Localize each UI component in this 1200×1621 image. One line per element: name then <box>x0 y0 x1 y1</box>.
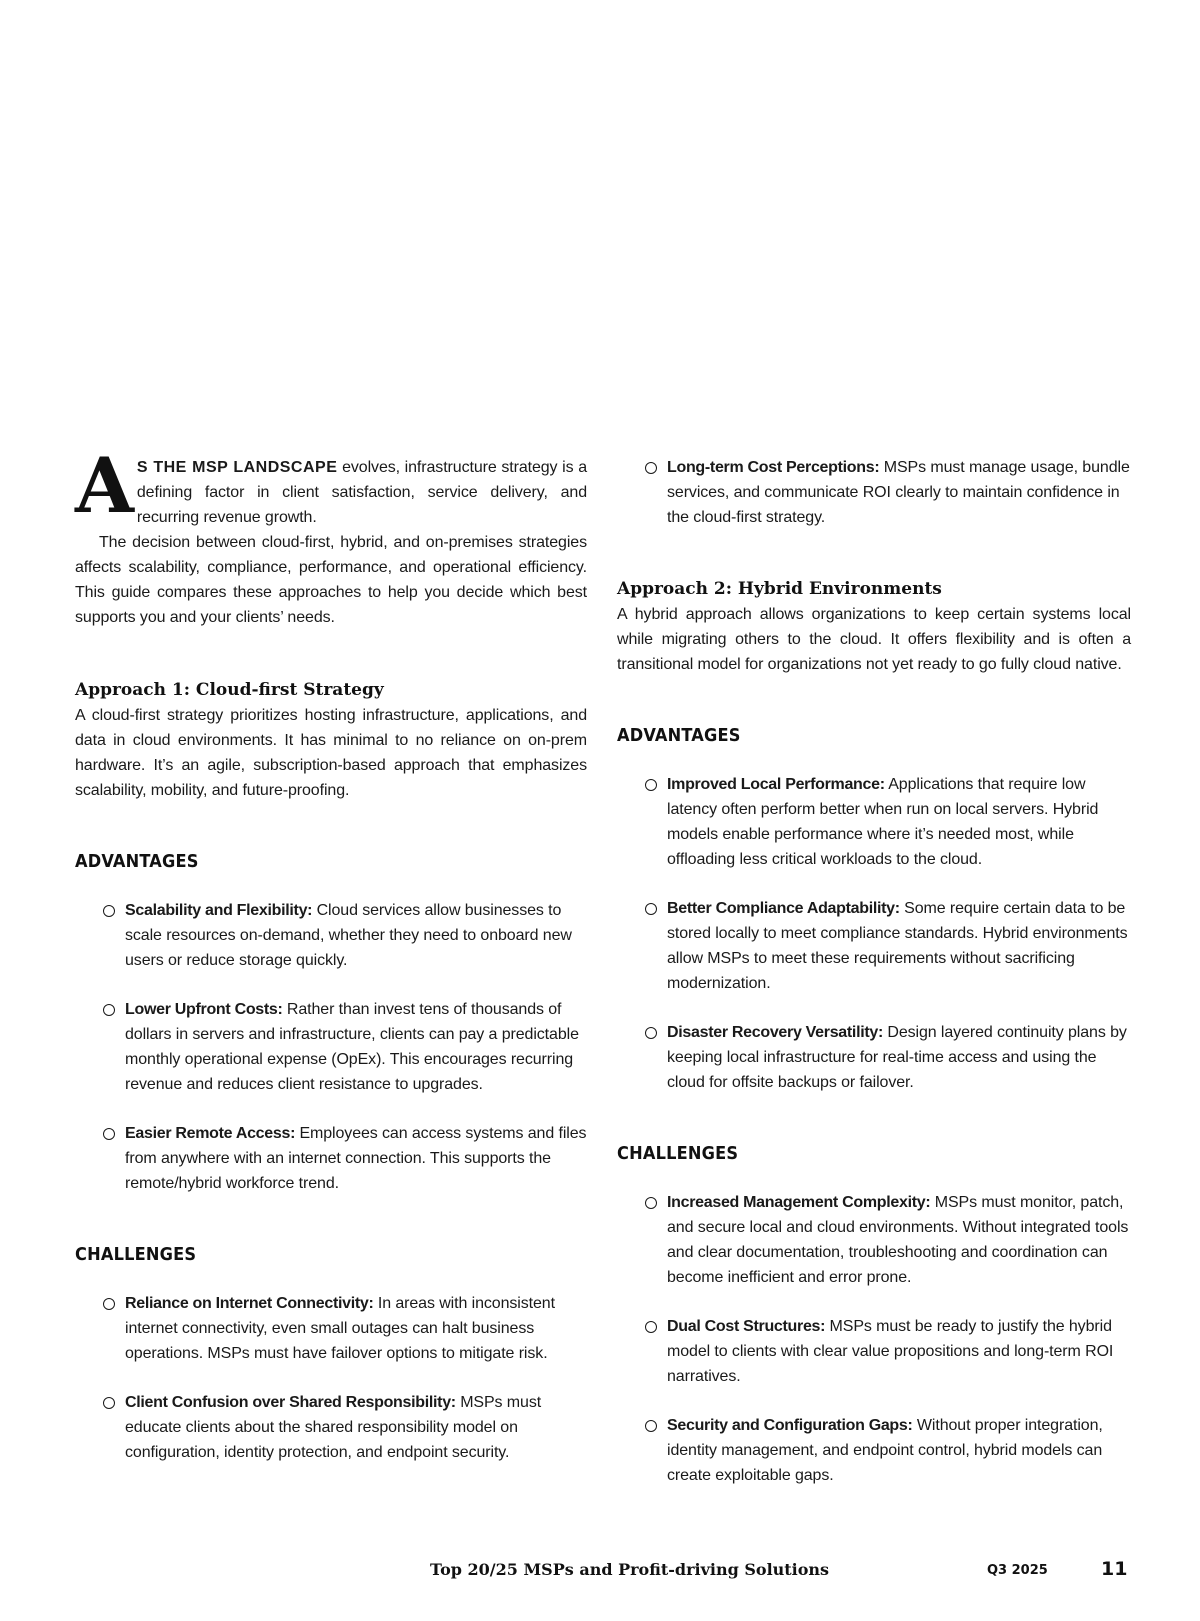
intro-lead-text: evolves, infrastructure strategy is a defining factor in client satisfaction, service delivery, and recurring revenue growth. <box>136 459 588 526</box>
lead-caps: S THE MSP LANDSCAPE <box>136 459 338 476</box>
list-item <box>75 1121 587 1196</box>
item-text: Employees can access systems and files from anywhere with an internet connection. This supports the remote/hybrid workforce trend. <box>125 1125 587 1192</box>
item-text: Rather than invest tens of thousands of dollars in servers and infrastructure, clients can pay a predictable monthly operational expense (OpEx). This encourages recurring revenue and reduces client resistance to upgrades. <box>125 1001 579 1093</box>
bullet-icon <box>103 905 115 917</box>
item-term: Dual Cost Structures: <box>667 1318 826 1335</box>
list-item <box>75 1390 587 1465</box>
bullet-icon <box>645 779 657 791</box>
item-term: Easier Remote Access: <box>125 1125 296 1142</box>
approach1-body: A cloud-first strategy prioritizes hosting infrastructure, applications, and data in cloud environments. It has minimal to no reliance on on-prem hardware. It’s an agile, subscription-based approach that emphasizes scalability, mobility, and future-proofing. <box>75 707 587 799</box>
bullet-icon <box>103 1128 115 1140</box>
item-term: Increased Management Complexity: <box>667 1194 931 1211</box>
bullet-icon <box>645 903 657 915</box>
approach1-challenges-continued <box>617 455 1131 530</box>
page-footer <box>0 1560 1200 1590</box>
list-item <box>75 1291 587 1366</box>
approach1-challenges-list <box>75 1291 587 1465</box>
item-text: In areas with inconsistent internet connectivity, even small outages can halt business operations. MSPs must have failover options to mitigate risk. <box>125 1295 555 1362</box>
drop-cap: A <box>75 441 134 530</box>
list-item <box>617 1020 1131 1095</box>
item-text: Applications that require low latency often perform better when run on local servers. Hybrid models enable performance where it’s needed most, while offloading less critical workloads to the cloud. <box>667 776 1099 868</box>
item-text: MSPs must be ready to justify the hybrid model to clients with clear value propositions and long-term ROI narratives. <box>667 1318 1114 1385</box>
item-term: Security and Configuration Gaps: <box>667 1417 913 1434</box>
bullet-icon <box>645 1197 657 1209</box>
approach1-challenges-heading: CHALLENGES <box>75 1244 197 1265</box>
approach2-heading: Approach 2: Hybrid Environments <box>617 579 942 599</box>
approach2-challenges-list <box>617 1190 1131 1488</box>
item-text: Cloud services allow businesses to scale resources on-demand, whether they need to onboard new users or reduce storage quickly. <box>125 902 572 969</box>
approach2-body: A hybrid approach allows organizations to keep certain systems local while migrating others to the cloud. It offers flexibility and is often a transitional model for organizations not yet ready to go fully cloud native. <box>617 606 1131 673</box>
bullet-icon <box>645 1420 657 1432</box>
list-item <box>617 455 1131 530</box>
intro-paragraph <box>75 441 588 530</box>
item-text: MSPs must monitor, patch, and secure local and cloud environments. Without integrated tools and clear documentation, troubleshooting and coordination can become inefficient and error prone. <box>667 1194 1129 1286</box>
list-item <box>617 1314 1131 1389</box>
publication-title: Top 20/25 MSPs and Profit-driving Solutions <box>430 1560 830 1579</box>
item-term: Improved Local Performance: <box>667 776 885 793</box>
approach2-advantages-list <box>617 772 1131 1095</box>
list-item <box>617 772 1131 872</box>
item-text: Design layered continuity plans by keeping local infrastructure for real-time access and using the cloud for offsite backups or failover. <box>667 1024 1127 1091</box>
bullet-icon <box>645 1027 657 1039</box>
list-item <box>75 997 587 1097</box>
list-item <box>617 1413 1131 1488</box>
bullet-icon <box>103 1298 115 1310</box>
bullet-icon <box>103 1004 115 1016</box>
item-text: Some require certain data to be stored locally to meet compliance standards. Hybrid environments allow MSPs to meet these requirements without sacrificing modernization. <box>667 900 1128 992</box>
item-text: MSPs must manage usage, bundle services, and communicate ROI clearly to maintain confidence in the cloud-first strategy. <box>667 459 1130 526</box>
list-item <box>617 1190 1131 1290</box>
page-number: 11 <box>1101 1558 1128 1580</box>
item-text: Without proper integration, identity management, and endpoint control, hybrid models can create exploitable gaps. <box>667 1417 1103 1484</box>
bullet-icon <box>103 1397 115 1409</box>
approach2-challenges-heading: CHALLENGES <box>617 1143 739 1164</box>
item-term: Better Compliance Adaptability: <box>667 900 900 917</box>
item-term: Client Confusion over Shared Responsibility: <box>125 1394 456 1411</box>
intro-paragraph-2: The decision between cloud-first, hybrid, and on-premises strategies affects scalability, compliance, performance, and operational efficiency. This guide compares these approaches to help you decide which best supports you and your clients’ needs. <box>75 534 587 626</box>
item-term: Lower Upfront Costs: <box>125 1001 283 1018</box>
approach1-advantages-heading: ADVANTAGES <box>75 851 199 872</box>
list-item <box>617 896 1131 996</box>
bullet-icon <box>645 462 657 474</box>
item-term: Disaster Recovery Versatility: <box>667 1024 884 1041</box>
left-column <box>75 441 588 1465</box>
item-term: Long-term Cost Perceptions: <box>667 459 880 476</box>
right-column <box>617 455 1131 1488</box>
approach1-advantages-list <box>75 898 587 1196</box>
bullet-icon <box>645 1321 657 1333</box>
approach1-heading: Approach 1: Cloud-first Strategy <box>75 680 384 700</box>
item-term: Scalability and Flexibility: <box>125 902 313 919</box>
item-term: Reliance on Internet Connectivity: <box>125 1295 374 1312</box>
list-item <box>75 898 587 973</box>
issue-label: Q3 2025 <box>987 1563 1048 1578</box>
item-text: MSPs must educate clients about the shared responsibility model on configuration, identity protection, and endpoint security. <box>125 1394 542 1461</box>
approach2-advantages-heading: ADVANTAGES <box>617 725 741 746</box>
